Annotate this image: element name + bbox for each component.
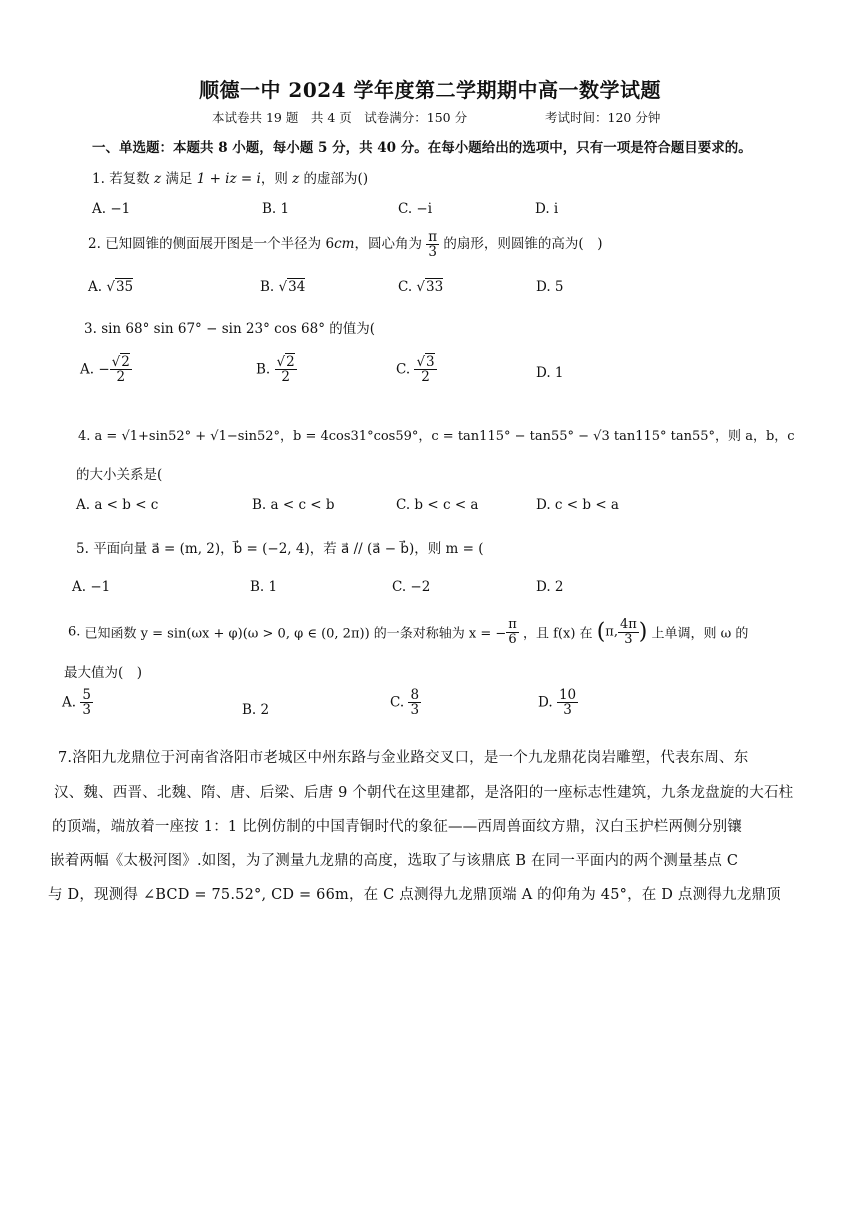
- question-number: 5.: [76, 541, 89, 557]
- math-unit: cm: [334, 236, 355, 253]
- option-d: D. 2: [536, 579, 564, 595]
- option-a: A. $\frac{5}{3}$: [62, 687, 91, 719]
- math-var: z: [153, 171, 162, 187]
- question-7: [58, 746, 748, 767]
- question-text: ，则: [260, 171, 288, 187]
- question-number: 1.: [92, 171, 105, 187]
- option-d: D. c < b < a: [536, 497, 619, 513]
- question-text: 若复数: [109, 171, 150, 187]
- question-text: ，圆心角为: [354, 236, 422, 253]
- question-number: 6.: [68, 624, 81, 640]
- fraction: $\frac{4\pi}{3}$: [619, 617, 637, 647]
- option-c: C. $\frac{8}{3}$: [390, 687, 420, 719]
- question-6-continued: 最大值为( ): [64, 665, 143, 681]
- option-d: D. 5: [536, 279, 564, 295]
- option-c: C. $\frac{√3}{2}$: [396, 354, 435, 386]
- question-text: a = √1+sin52° + √1−sin52°，b = 4cos31°cos59°，c = tan115° − tan55° − √3 tan115° tan55°，则 a，b，c: [94, 429, 795, 444]
- question-text: 平面向量 a⃗ = (m, 2)，b⃗ = (−2, 4)，若 a⃗ // (a⃗ − b⃗)，则 m = (: [93, 541, 484, 557]
- question-text: 已知圆锥的侧面展开图是一个半径为 6: [105, 236, 335, 253]
- question-text: 上单调，则 ω 的: [651, 626, 749, 642]
- question-number: 2.: [88, 236, 101, 253]
- option-a: A. −1: [72, 579, 111, 595]
- question-text: 满足: [165, 171, 193, 187]
- question-5: [76, 537, 484, 557]
- question-text: 已知函数 y = sin(ωx + φ)(ω > 0, φ ∈ (0, 2π)) 的一条对称轴为 x = −: [84, 626, 507, 642]
- question-7-line-4: 嵌着两幅《太极河图》.如图，为了测量九龙鼎的高度，选取了与该鼎底 B 在同一平面内的两个测量基点 C: [50, 853, 739, 869]
- question-number: 7.: [58, 750, 73, 766]
- question-number: 4.: [78, 429, 91, 444]
- option-c: C. √33: [398, 279, 444, 295]
- fraction: $\frac{\pi}{6}$: [508, 617, 517, 647]
- question-7-line-2: 汉、魏、西晋、北魏、隋、唐、后梁、后唐 9 个朝代在这里建都，是洛阳的一座标志性建筑，九条龙盘旋的大石柱: [54, 785, 794, 801]
- question-text: ，且 f(x) 在: [522, 626, 593, 642]
- math-eq: 1 + iz = i: [196, 171, 261, 187]
- option-a: A. √35: [88, 279, 134, 295]
- option-d: D. i: [535, 201, 559, 217]
- exam-meta-info: 本试卷共 19 题 共 4 页 试卷满分：150 分: [212, 110, 468, 125]
- option-c: C. −i: [398, 201, 433, 217]
- option-d: D. $\frac{10}{3}$: [538, 687, 577, 719]
- exam-title: 顺德一中 2024 学年度第二学期期中高一数学试题: [198, 78, 662, 102]
- question-text: ): [362, 171, 369, 187]
- question-7-line-3: 的顶端，端放着一座按 1：1 比例仿制的中国青铜时代的象征——西周兽面纹方鼎，汉白玉护栏两侧分别镶: [52, 819, 742, 835]
- option-b: B. a < c < b: [252, 497, 335, 513]
- question-text: sin 68° sin 67° − sin 23° cos 68° 的值为(: [101, 321, 376, 337]
- exam-time: 考试时间：120 分钟: [545, 110, 661, 125]
- question-text: 的扇形，则圆锥的高为( ): [443, 236, 603, 253]
- option-c: C. b < c < a: [396, 497, 479, 513]
- option-a: A. a < b < c: [76, 497, 159, 513]
- option-b: B. √34: [260, 279, 306, 295]
- option-a: A. −1: [92, 201, 131, 217]
- option-b: B. 1: [262, 201, 290, 217]
- question-6: 6. 已知函数 y = sin(ωx + φ)(ω > 0, φ ∈ (0, 2π)) 的一条对称轴为 x = − $\frac{\pi}{6}$ ，且 f(x) 在 (π, $\frac{4\pi}{3}$ ) 上单调，则 ω 的: [68, 617, 749, 647]
- question-number: 3.: [84, 321, 97, 337]
- option-a: A. − $\frac{√2}{2}$: [80, 354, 130, 386]
- question-2: [88, 230, 602, 259]
- question-4: [78, 425, 795, 444]
- math-var: z: [292, 171, 300, 187]
- question-1: [92, 167, 368, 187]
- option-b: B. 1: [250, 579, 278, 595]
- question-4-continued: 的大小关系是(: [76, 467, 163, 483]
- fraction: $\frac{\pi}{3}$: [428, 229, 438, 261]
- question-3: [84, 317, 375, 337]
- question-text: 洛阳九龙鼎位于河南省洛阳市老城区中州东路与金业路交叉口，是一个九龙鼎花岗岩雕塑，代表东周、东: [72, 750, 749, 766]
- option-d: D. 1: [536, 365, 564, 381]
- question-text: 的虚部为(: [303, 171, 363, 187]
- option-c: C. −2: [392, 579, 431, 595]
- option-b: B. 2: [242, 702, 270, 718]
- question-7-line-5: 与 D，现测得 ∠BCD = 75.52°, CD = 66m，在 C 点测得九龙鼎顶端 A 的仰角为 45°，在 D 点测得九龙鼎顶: [48, 887, 781, 903]
- section-heading: 一、单选题：本题共 8 小题，每小题 5 分，共 40 分。在每小题给出的选项中，只有一项是符合题目要求的。: [92, 140, 752, 156]
- option-b: B. $\frac{√2}{2}$: [256, 354, 295, 386]
